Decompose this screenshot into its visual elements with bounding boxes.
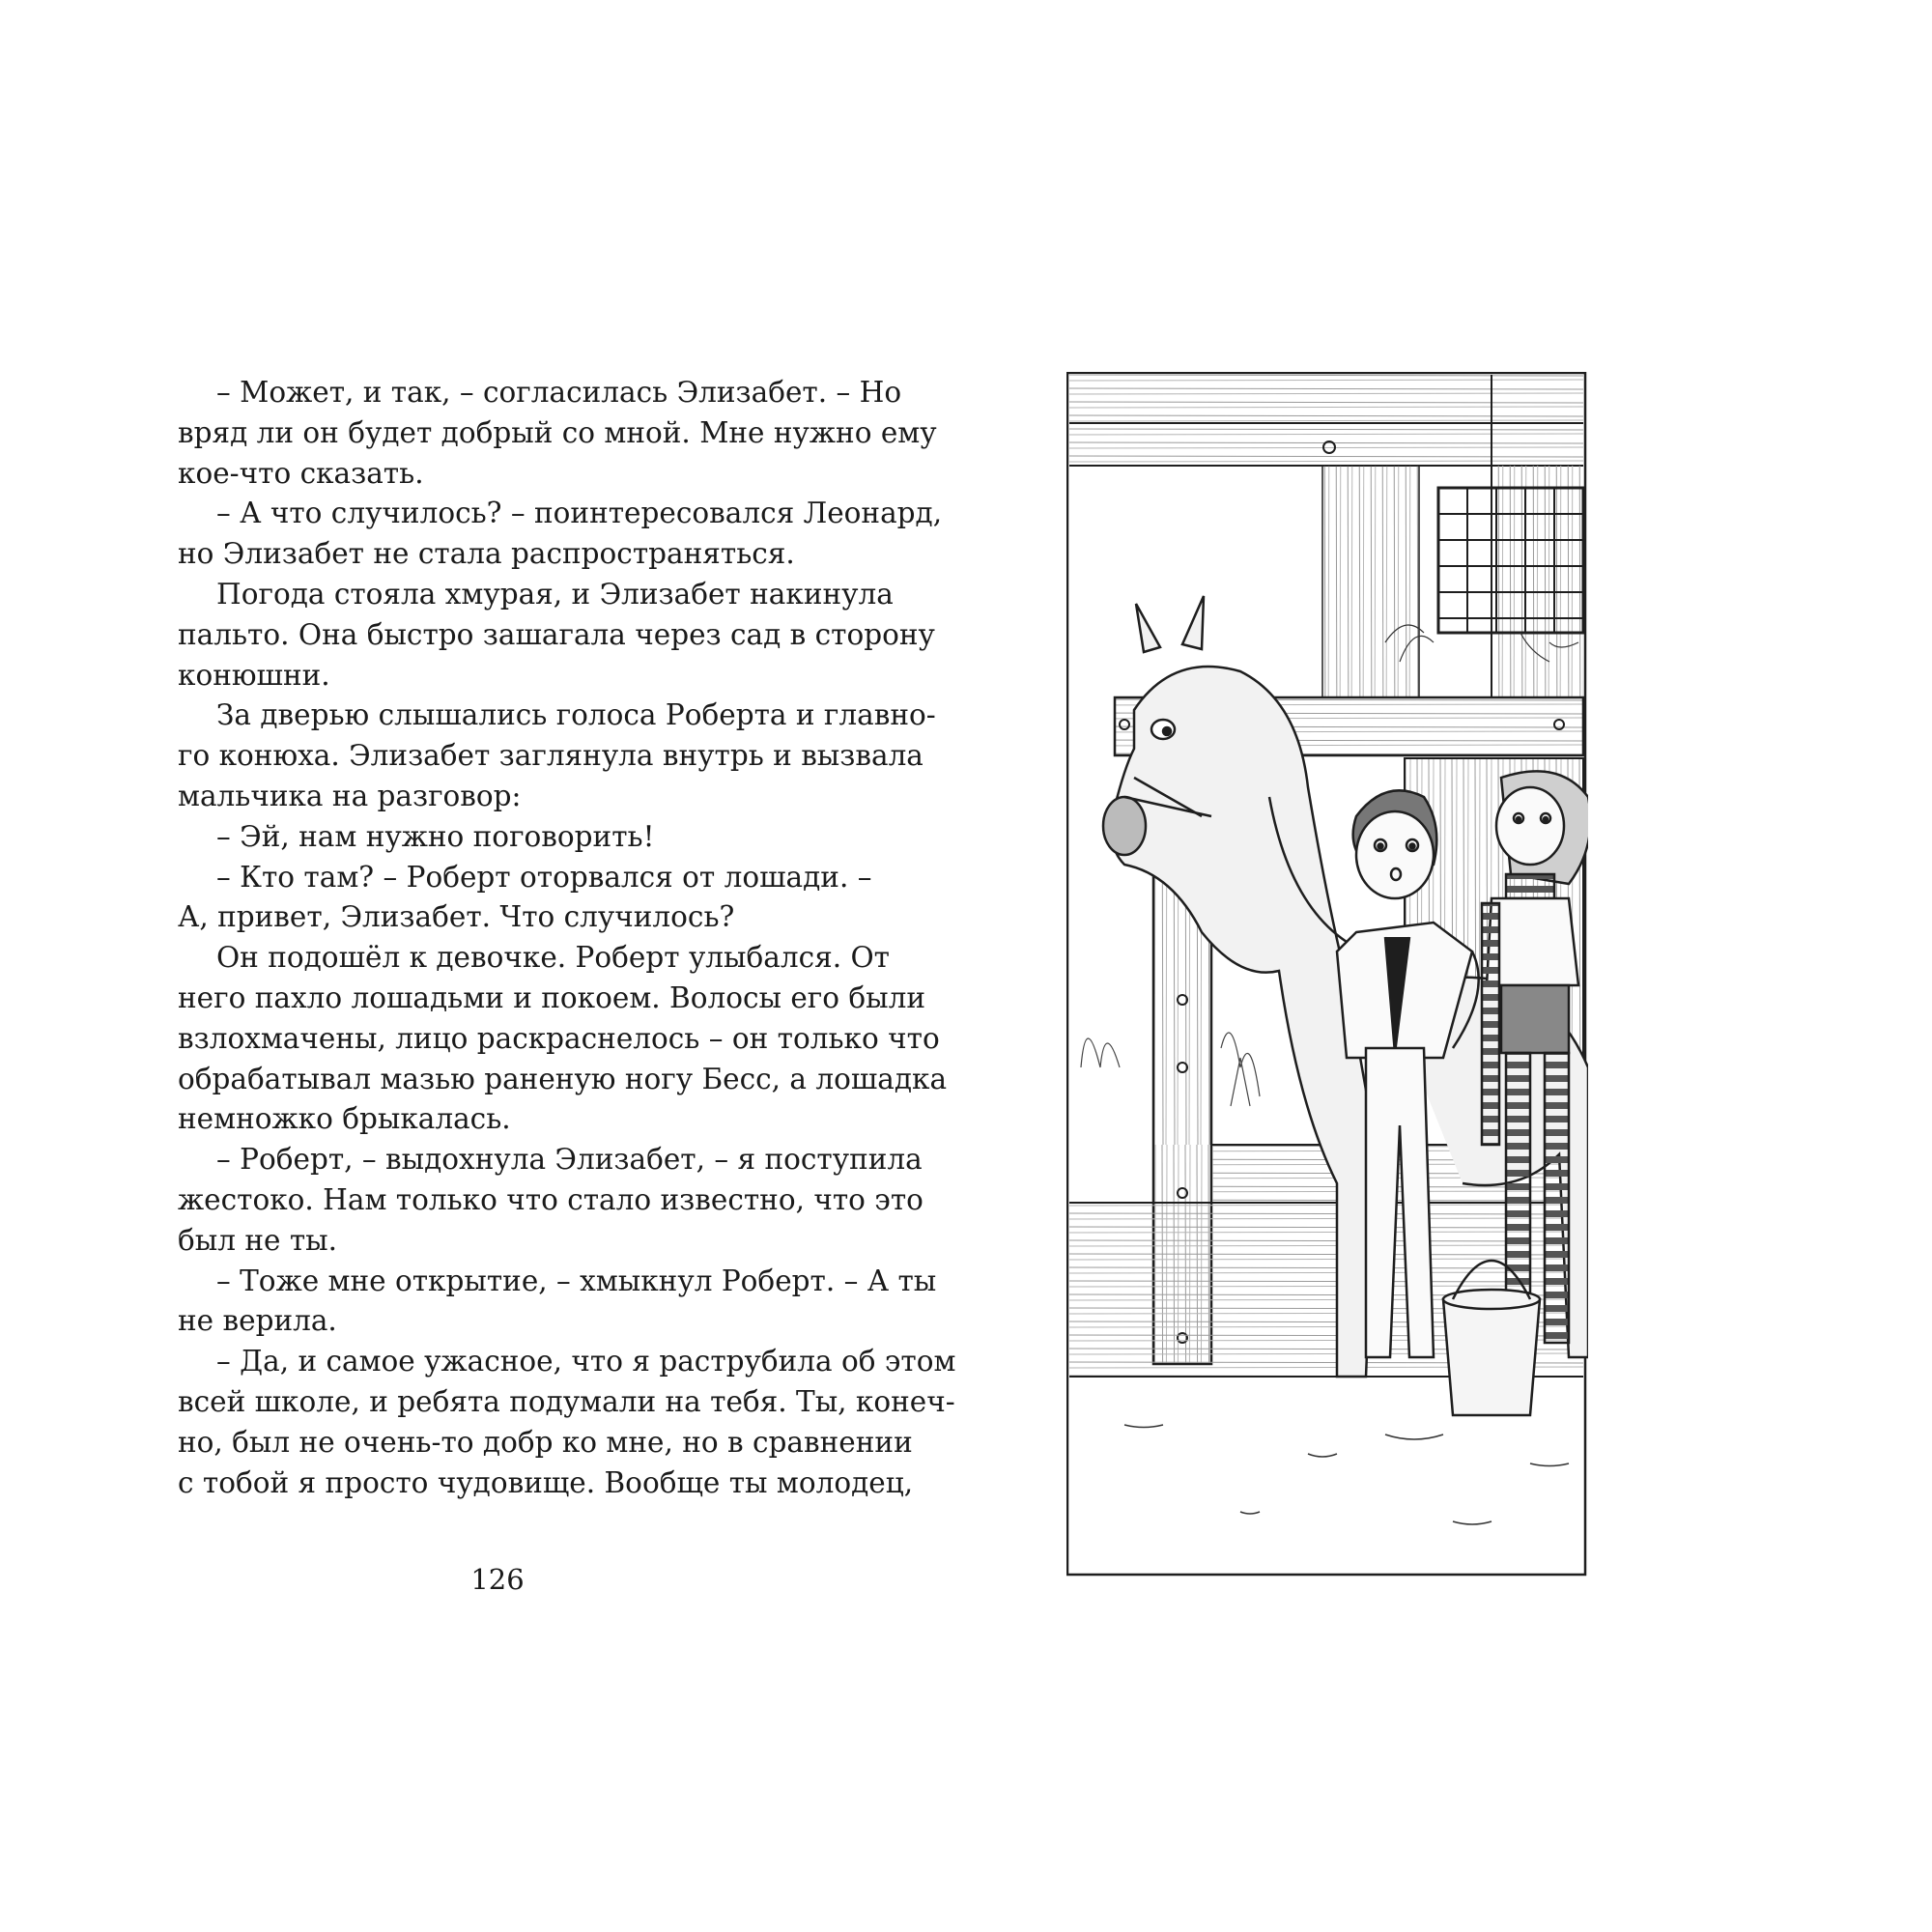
illustration: [1066, 372, 1588, 1577]
text-line: жестоко. Нам только что стало известно, что это: [178, 1182, 923, 1216]
text-line: но Элизабет не стала распространяться.: [178, 537, 795, 571]
stable-drawing: [1066, 372, 1588, 1577]
text-line: За дверью слышались голоса Роберта и главно-: [216, 698, 936, 732]
text-line: с тобой я просто чудовище. Вообще ты молодец,: [178, 1465, 914, 1499]
text-line: – А что случилось? – поинтересовался Леонард,: [216, 497, 943, 530]
text-line: мальчика на разговор:: [178, 779, 522, 812]
text-line: него пахло лошадьми и покоем. Волосы его были: [178, 980, 926, 1014]
text-line: Он подошёл к девочке. Роберт улыбался. От: [216, 941, 890, 975]
text-line: всей школе, и ребята подумали на тебя. Ты, конеч-: [178, 1384, 955, 1418]
text-line: – Да, и самое ужасное, что я раструбила об этом: [216, 1345, 956, 1378]
text-line: – Эй, нам нужно поговорить!: [216, 819, 655, 853]
text-line: А, привет, Элизабет. Что случилось?: [178, 900, 735, 934]
text-line: немножко брыкалась.: [178, 1102, 511, 1136]
text-line: – Может, и так, – согласилась Элизабет. – Но: [216, 376, 902, 409]
text-line: Погода стояла хмурая, и Элизабет накинула: [216, 577, 894, 611]
back-wall: [1322, 466, 1419, 697]
text-line: – Кто там? – Роберт оторвался от лошади. –: [216, 860, 872, 894]
text-line: но, был не очень-то добр ко мне, но в сравнении: [178, 1425, 913, 1459]
page-number: 126: [470, 1563, 525, 1596]
cross-beam: [1069, 425, 1583, 466]
text-line: – Тоже мне открытие, – хмыкнул Роберт. – А ты: [216, 1264, 937, 1297]
text-line: взлохмачены, лицо раскраснелось – он только что: [178, 1021, 940, 1055]
body-text: [178, 373, 956, 1503]
text-line: го конюха. Элизабет заглянула внутрь и вызвала: [178, 739, 923, 773]
text-line: конюшни.: [178, 658, 330, 692]
text-line: не верила.: [178, 1304, 337, 1338]
top-beam: [1069, 375, 1583, 423]
text-line: обрабатывал мазью раненую ногу Бесс, а лошадка: [178, 1062, 948, 1095]
text-line: пальто. Она быстро зашагала через сад в сторону: [178, 617, 935, 651]
text-line: вряд ли он будет добрый со мной. Мне нужно ему: [178, 415, 937, 449]
text-line: кое-что сказать.: [178, 456, 424, 490]
text-line: был не ты.: [178, 1223, 338, 1257]
text-line: – Роберт, – выдохнула Элизабет, – я поступила: [216, 1143, 923, 1177]
